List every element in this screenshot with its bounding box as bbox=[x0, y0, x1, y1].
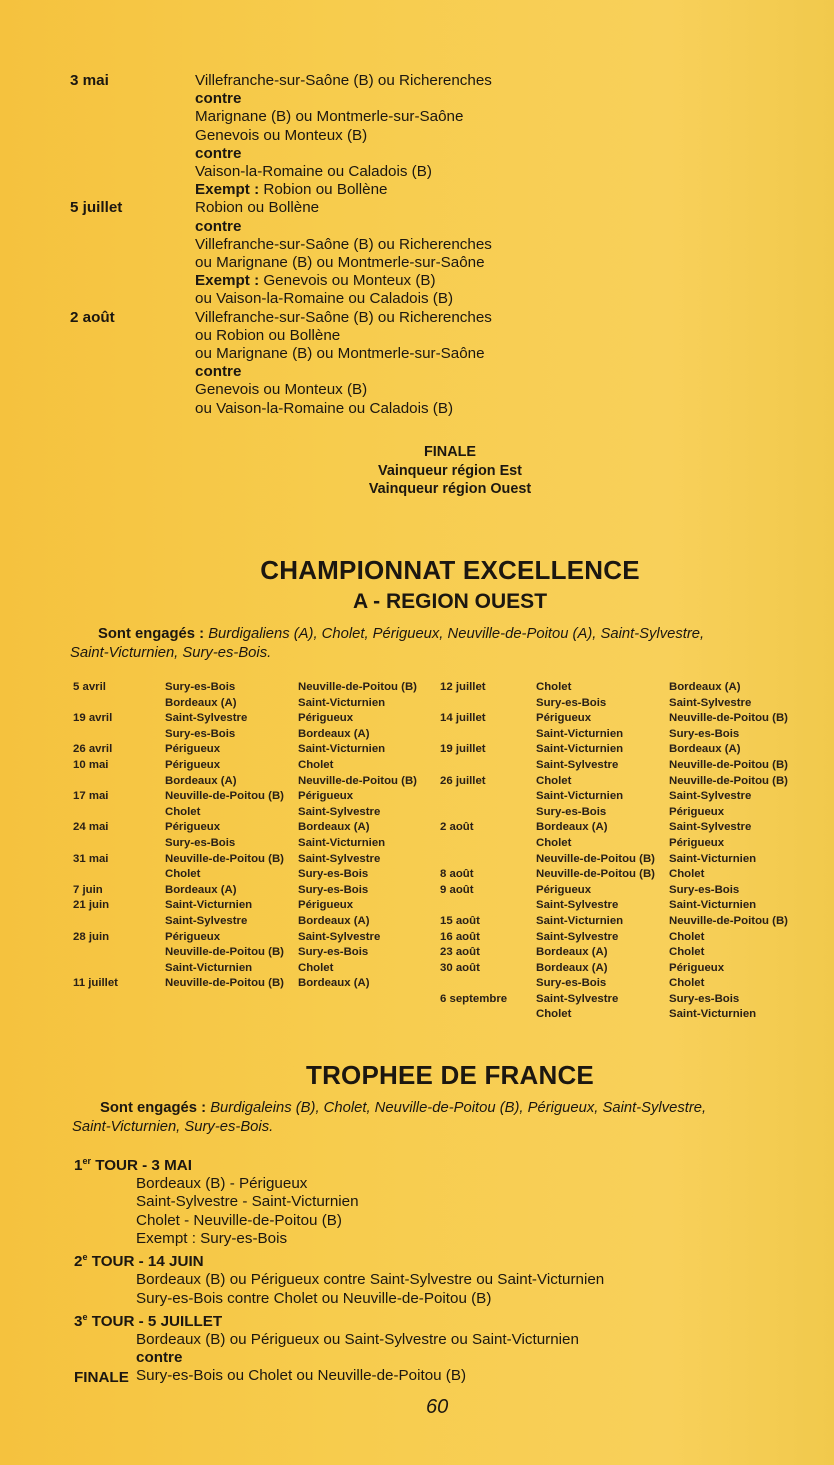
team: Cholet bbox=[165, 805, 201, 818]
match-line bbox=[195, 400, 492, 418]
team: Bordeaux (A) bbox=[536, 946, 608, 959]
schedule-home bbox=[536, 914, 669, 930]
team: Neuville-de-Poitou (B) bbox=[298, 681, 417, 693]
schedule-row bbox=[440, 820, 830, 867]
team: Saint-Sylvestre bbox=[165, 712, 248, 725]
team: Saint-Sylvestre bbox=[536, 930, 619, 943]
match-line bbox=[195, 163, 492, 181]
team: Périgueux bbox=[165, 930, 221, 943]
schedule-home bbox=[536, 883, 669, 914]
schedule-away bbox=[669, 914, 788, 930]
tour-number: 2 bbox=[74, 1253, 83, 1271]
top-schedule-row bbox=[70, 309, 790, 418]
schedule-away bbox=[298, 898, 370, 929]
team: Sury-es-Bois bbox=[536, 696, 607, 709]
schedule-away bbox=[298, 758, 417, 789]
team: Saint-Victurnien bbox=[669, 899, 757, 912]
team-text: ou Vaison-la-Romaine ou Caladois (B) bbox=[195, 290, 454, 308]
team: Cholet bbox=[669, 930, 705, 943]
schedule-date: 26 juillet bbox=[440, 774, 486, 787]
trophee-engages bbox=[72, 1099, 832, 1137]
schedule-date: 19 juillet bbox=[440, 743, 486, 756]
schedule-home bbox=[165, 852, 298, 883]
team: Sury-es-Bois bbox=[669, 992, 740, 1005]
excellence-title: CHAMPIONNAT EXCELLENCE bbox=[260, 555, 640, 585]
schedule-away bbox=[669, 867, 704, 883]
team: Saint-Sylvestre bbox=[536, 758, 619, 771]
schedule-date: 26 avril bbox=[73, 743, 113, 756]
team: Neuville-de-Poitou (B) bbox=[669, 774, 788, 787]
team: Périgueux bbox=[298, 790, 354, 803]
team: Neuville-de-Poitou (B) bbox=[165, 790, 284, 803]
schedule-home bbox=[536, 867, 669, 883]
schedule-row bbox=[73, 711, 433, 742]
tour-match: Saint-Sylvestre - Saint-Victurnien bbox=[136, 1193, 359, 1211]
team-text: ou Robion ou Bollène bbox=[195, 326, 341, 344]
team: Saint-Sylvestre bbox=[536, 899, 619, 912]
schedule-row bbox=[73, 976, 433, 992]
team: Périgueux bbox=[669, 805, 725, 818]
schedule-away bbox=[669, 992, 756, 1023]
team: Bordeaux (A) bbox=[536, 821, 608, 834]
schedule-row bbox=[73, 930, 433, 977]
schedule-row bbox=[440, 774, 830, 821]
team: Saint-Sylvestre bbox=[669, 790, 752, 803]
schedule-home bbox=[536, 945, 669, 961]
match-line bbox=[195, 90, 492, 108]
team: Bordeaux (A) bbox=[536, 961, 608, 974]
team: Bordeaux (A) bbox=[669, 743, 741, 756]
schedule-date: 6 septembre bbox=[440, 992, 508, 1005]
team: Neuville-de-Poitou (B) bbox=[669, 914, 788, 927]
schedule-away bbox=[298, 680, 417, 711]
trophee-engages-list-2: Saint-Victurnien, Sury-es-Bois. bbox=[72, 1119, 274, 1135]
finale-block bbox=[300, 443, 600, 499]
contre-label: contre bbox=[195, 217, 242, 235]
schedule-away bbox=[669, 742, 788, 773]
schedule-home bbox=[165, 680, 298, 711]
team: Saint-Sylvestre bbox=[669, 821, 752, 834]
team: Saint-Sylvestre bbox=[298, 805, 381, 818]
team-text: Villefranche-sur-Saône (B) ou Richerenches bbox=[195, 235, 492, 253]
excellence-engages bbox=[70, 625, 830, 663]
team: Saint-Sylvestre bbox=[669, 696, 752, 709]
tour-label: TOUR - 3 MAI bbox=[90, 1157, 192, 1175]
team: Neuville-de-Poitou (B) bbox=[669, 758, 788, 771]
tour-ordinal: e bbox=[82, 1252, 88, 1263]
schedule-row bbox=[73, 758, 433, 789]
schedule-home bbox=[536, 680, 669, 711]
schedule-home bbox=[165, 789, 298, 820]
team: Périgueux bbox=[165, 743, 221, 756]
team: Sury-es-Bois bbox=[165, 681, 236, 693]
schedule-row bbox=[440, 930, 830, 946]
schedule-row bbox=[440, 992, 830, 1023]
finale-title: FINALE bbox=[424, 444, 476, 460]
schedule-date: 2 août bbox=[440, 821, 474, 834]
match-line bbox=[195, 127, 492, 145]
team: Cholet bbox=[165, 868, 201, 881]
schedule-away bbox=[298, 883, 368, 899]
team-text: ou Marignane (B) ou Montmerle-sur-Saône bbox=[195, 345, 485, 363]
match-line bbox=[195, 345, 492, 363]
team: Périgueux bbox=[669, 961, 725, 974]
tour-heading bbox=[74, 1308, 814, 1331]
finale-line-1: Vainqueur région Est bbox=[378, 462, 522, 479]
team: Neuville-de-Poitou (B) bbox=[298, 774, 417, 787]
tour-ordinal: er bbox=[82, 1156, 91, 1166]
team: Sury-es-Bois bbox=[298, 946, 369, 959]
top-schedule-matches bbox=[195, 199, 492, 308]
team: Neuville-de-Poitou (B) bbox=[669, 712, 788, 725]
team: Saint-Sylvestre bbox=[536, 992, 619, 1005]
team: Cholet bbox=[298, 758, 334, 771]
schedule-date: 5 avril bbox=[73, 681, 106, 693]
team: Cholet bbox=[298, 961, 334, 974]
top-schedule bbox=[70, 72, 790, 418]
team: Sury-es-Bois bbox=[669, 727, 740, 740]
team: Bordeaux (A) bbox=[298, 727, 370, 740]
schedule-away bbox=[669, 711, 788, 742]
match-line bbox=[195, 199, 492, 217]
schedule-row bbox=[73, 883, 433, 899]
team: Sury-es-Bois bbox=[536, 805, 607, 818]
contre-label: contre bbox=[136, 1349, 183, 1367]
team: Saint-Victurnien bbox=[536, 914, 624, 927]
excellence-schedule-left bbox=[73, 680, 433, 992]
team-text: Genevois ou Monteux (B) bbox=[195, 126, 368, 144]
match-line bbox=[195, 218, 492, 236]
exempt-label: Exempt : bbox=[195, 181, 260, 199]
schedule-home bbox=[165, 898, 298, 929]
team: Bordeaux (A) bbox=[298, 914, 370, 927]
team: Sury-es-Bois bbox=[165, 836, 236, 849]
match-line bbox=[195, 363, 492, 381]
schedule-date: 7 juin bbox=[73, 883, 103, 896]
team: Périgueux bbox=[298, 712, 354, 725]
schedule-date: 19 avril bbox=[73, 712, 113, 725]
team: Saint-Victurnien bbox=[165, 899, 253, 912]
engages-label: Sont engagés : bbox=[98, 626, 205, 642]
schedule-home bbox=[536, 711, 669, 742]
team: Périgueux bbox=[536, 712, 592, 725]
trophee-tours bbox=[74, 1152, 814, 1386]
schedule-date: 8 août bbox=[440, 868, 474, 881]
team: Bordeaux (A) bbox=[669, 681, 741, 693]
schedule-date: 28 juin bbox=[73, 930, 110, 943]
schedule-date: 24 mai bbox=[73, 821, 109, 834]
team-text: Villefranche-sur-Saône (B) ou Richerenches bbox=[195, 72, 492, 89]
schedule-home bbox=[536, 774, 669, 821]
schedule-date: 23 août bbox=[440, 946, 480, 959]
tour-ordinal: e bbox=[82, 1311, 88, 1322]
schedule-away bbox=[669, 930, 704, 946]
schedule-row bbox=[73, 852, 433, 883]
team-text: Marignane (B) ou Montmerle-sur-Saône bbox=[195, 108, 464, 126]
team: Sury-es-Bois bbox=[669, 883, 740, 896]
trophee-engages-list-1: Burdigaleins (B), Cholet, Neuville-de-Poitou (B), Périgueux, Saint-Sylvestre, bbox=[210, 1100, 707, 1116]
schedule-away bbox=[669, 961, 724, 992]
team: Saint-Sylvestre bbox=[298, 852, 381, 865]
match-line bbox=[195, 145, 492, 163]
team-text: Robion ou Bollène bbox=[259, 181, 388, 199]
schedule-date: 31 mai bbox=[73, 852, 109, 865]
team: Périgueux bbox=[536, 883, 592, 896]
schedule-date: 11 juillet bbox=[73, 977, 118, 990]
team: Neuville-de-Poitou (B) bbox=[536, 868, 655, 881]
team: Sury-es-Bois bbox=[298, 883, 369, 896]
team: Saint-Victurnien bbox=[669, 852, 757, 865]
trophee-title: TROPHEE DE FRANCE bbox=[306, 1060, 594, 1090]
team: Périgueux bbox=[298, 899, 354, 912]
schedule-row bbox=[73, 898, 433, 929]
schedule-row bbox=[440, 711, 830, 742]
team: Neuville-de-Poitou (B) bbox=[165, 852, 284, 865]
match-line bbox=[195, 327, 492, 345]
schedule-away bbox=[298, 852, 380, 883]
team-text: Villefranche-sur-Saône (B) ou Richerenches bbox=[195, 308, 492, 326]
schedule-home bbox=[165, 711, 298, 742]
tour-label: TOUR - 5 JUILLET bbox=[87, 1312, 223, 1330]
schedule-home bbox=[536, 961, 669, 992]
schedule-away bbox=[669, 680, 751, 711]
team: Cholet bbox=[669, 977, 705, 990]
team: Périgueux bbox=[165, 758, 221, 771]
match-line bbox=[195, 309, 492, 327]
team: Cholet bbox=[536, 836, 572, 849]
match-line bbox=[195, 108, 492, 126]
schedule-away bbox=[669, 774, 788, 821]
schedule-date: 17 mai bbox=[73, 790, 109, 803]
schedule-date: 15 août bbox=[440, 914, 480, 927]
tour-heading bbox=[74, 1152, 814, 1175]
team: Saint-Victurnien bbox=[165, 961, 253, 974]
top-schedule-date: 2 août bbox=[70, 308, 115, 326]
team-text: Genevois ou Monteux (B) bbox=[195, 381, 368, 399]
schedule-away bbox=[298, 820, 385, 851]
schedule-away bbox=[298, 976, 370, 992]
schedule-row bbox=[440, 680, 830, 711]
team: Neuville-de-Poitou (B) bbox=[165, 946, 284, 959]
team: Bordeaux (A) bbox=[165, 774, 237, 787]
finale-line-2: Vainqueur région Ouest bbox=[368, 481, 532, 498]
schedule-away bbox=[298, 711, 370, 742]
tour-match: Bordeaux (B) ou Périgueux ou Saint-Sylvestre ou Saint-Victurnien bbox=[136, 1331, 579, 1349]
top-schedule-date: 3 mai bbox=[70, 72, 109, 89]
team: Neuville-de-Poitou (B) bbox=[165, 977, 284, 990]
top-schedule-matches bbox=[195, 309, 492, 418]
schedule-row bbox=[440, 867, 830, 883]
team-text: Robion ou Bollène bbox=[195, 199, 320, 217]
team: Saint-Victurnien bbox=[536, 790, 624, 803]
tour-match: Sury-es-Bois ou Cholet ou Neuville-de-Poitou (B) bbox=[136, 1367, 467, 1385]
team: Saint-Victurnien bbox=[536, 743, 624, 756]
tour-match: Sury-es-Bois contre Cholet ou Neuville-de-Poitou (B) bbox=[136, 1289, 492, 1307]
top-schedule-row bbox=[70, 72, 790, 199]
schedule-date: 10 mai bbox=[73, 758, 109, 771]
contre-label: contre bbox=[195, 144, 242, 162]
tour-match: Bordeaux (B) - Périgueux bbox=[136, 1175, 308, 1193]
tour-number: 1 bbox=[74, 1157, 83, 1175]
schedule-row bbox=[73, 789, 433, 820]
top-schedule-row bbox=[70, 199, 790, 308]
page-number: 60 bbox=[426, 1396, 449, 1418]
top-schedule-matches bbox=[195, 72, 492, 199]
excellence-schedule-right bbox=[440, 680, 830, 1023]
contre-label: contre bbox=[195, 90, 242, 108]
match-line bbox=[195, 254, 492, 272]
team: Bordeaux (A) bbox=[298, 821, 370, 834]
team: Périgueux bbox=[165, 821, 221, 834]
match-line bbox=[195, 381, 492, 399]
team: Sury-es-Bois bbox=[536, 977, 607, 990]
tour-label: TOUR - 14 JUIN bbox=[87, 1253, 204, 1271]
schedule-date: 21 juin bbox=[73, 899, 110, 912]
schedule-date: 12 juillet bbox=[440, 681, 486, 693]
top-schedule-date: 5 juillet bbox=[70, 199, 123, 217]
engages-list-1: Burdigaliens (A), Cholet, Périgueux, Neuville-de-Poitou (A), Saint-Sylvestre, bbox=[208, 626, 705, 642]
team: Cholet bbox=[536, 681, 572, 693]
match-line bbox=[195, 72, 492, 90]
schedule-home bbox=[536, 742, 669, 773]
team: Cholet bbox=[536, 1008, 572, 1021]
schedule-home bbox=[165, 883, 298, 899]
match-line bbox=[195, 236, 492, 254]
schedule-row bbox=[440, 961, 830, 992]
contre-label: contre bbox=[195, 363, 242, 381]
team: Saint-Victurnien bbox=[298, 836, 386, 849]
team-text: ou Marignane (B) ou Montmerle-sur-Saône bbox=[195, 254, 485, 272]
team: Saint-Victurnien bbox=[298, 743, 386, 756]
team: Bordeaux (A) bbox=[298, 977, 370, 990]
schedule-row bbox=[73, 820, 433, 851]
schedule-home bbox=[165, 742, 298, 758]
trophee-engages-label: Sont engagés : bbox=[100, 1100, 207, 1116]
team: Cholet bbox=[669, 946, 705, 959]
schedule-row bbox=[440, 883, 830, 914]
team: Saint-Sylvestre bbox=[298, 930, 381, 943]
schedule-date: 14 juillet bbox=[440, 712, 486, 725]
team: Saint-Sylvestre bbox=[165, 914, 248, 927]
tour-match: Bordeaux (B) ou Périgueux contre Saint-Sylvestre ou Saint-Victurnien bbox=[136, 1271, 605, 1289]
tour-heading bbox=[74, 1248, 814, 1271]
schedule-away bbox=[669, 883, 756, 914]
team-text: Genevois ou Monteux (B) bbox=[259, 272, 436, 290]
team: Bordeaux (A) bbox=[165, 696, 237, 709]
team: Sury-es-Bois bbox=[298, 868, 369, 881]
team: Cholet bbox=[669, 868, 705, 881]
team: Cholet bbox=[536, 774, 572, 787]
schedule-row bbox=[73, 742, 433, 758]
schedule-away bbox=[298, 742, 385, 758]
team: Saint-Victurnien bbox=[536, 727, 624, 740]
tour-number: 3 bbox=[74, 1312, 83, 1330]
schedule-row bbox=[440, 945, 830, 961]
schedule-away bbox=[669, 820, 756, 867]
schedule-away bbox=[669, 945, 704, 961]
match-line bbox=[195, 181, 492, 199]
exempt-label: Exempt : bbox=[195, 272, 260, 290]
trophee-finale: FINALE bbox=[74, 1369, 129, 1386]
schedule-date: 30 août bbox=[440, 961, 480, 974]
schedule-date: 16 août bbox=[440, 930, 480, 943]
match-line bbox=[195, 290, 492, 308]
schedule-away bbox=[298, 789, 380, 820]
schedule-home bbox=[165, 976, 298, 992]
tour-match: Exempt : Sury-es-Bois bbox=[136, 1229, 288, 1247]
team: Saint-Victurnien bbox=[298, 696, 386, 709]
schedule-row bbox=[440, 742, 830, 773]
schedule-home bbox=[536, 992, 669, 1023]
tour-match: Cholet - Neuville-de-Poitou (B) bbox=[136, 1211, 342, 1229]
schedule-home bbox=[165, 758, 298, 789]
team: Neuville-de-Poitou (B) bbox=[536, 852, 655, 865]
schedule-home bbox=[165, 820, 298, 851]
team: Sury-es-Bois bbox=[165, 727, 236, 740]
schedule-home bbox=[536, 820, 669, 867]
schedule-home bbox=[165, 930, 298, 977]
match-line bbox=[195, 272, 492, 290]
schedule-row bbox=[73, 680, 433, 711]
team-text: ou Vaison-la-Romaine ou Caladois (B) bbox=[195, 399, 454, 417]
team: Saint-Victurnien bbox=[669, 1008, 757, 1021]
schedule-date: 9 août bbox=[440, 883, 474, 896]
excellence-subtitle: A - REGION OUEST bbox=[352, 590, 548, 613]
schedule-home bbox=[536, 930, 669, 946]
schedule-away bbox=[298, 930, 380, 977]
schedule-row bbox=[440, 914, 830, 930]
team-text: Vaison-la-Romaine ou Caladois (B) bbox=[195, 163, 432, 181]
team: Bordeaux (A) bbox=[165, 883, 237, 896]
team: Périgueux bbox=[669, 836, 725, 849]
engages-list-2: Saint-Victurnien, Sury-es-Bois. bbox=[70, 645, 272, 661]
